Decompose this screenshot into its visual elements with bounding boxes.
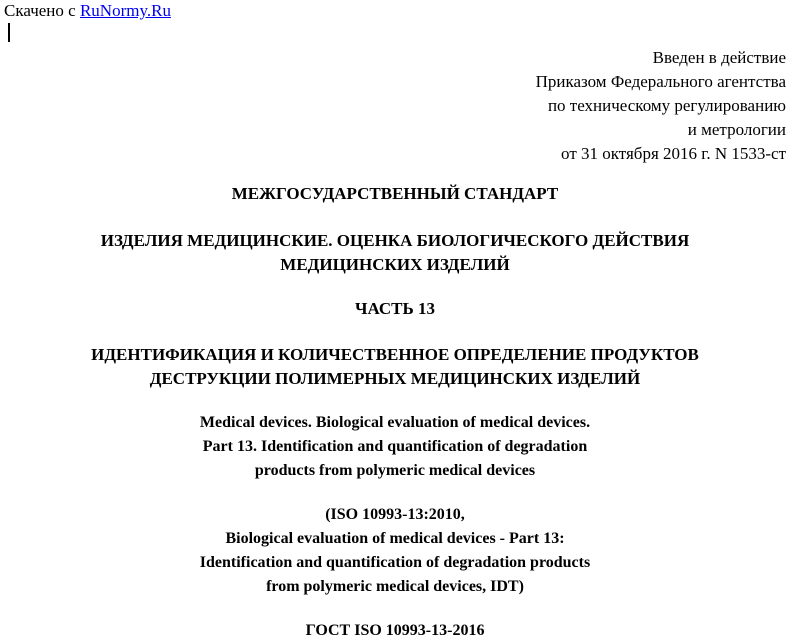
runormy-link[interactable]: RuNormy.Ru xyxy=(79,1,171,20)
english-title xyxy=(0,411,790,483)
iso-reference xyxy=(0,503,790,599)
russian-subtitle xyxy=(0,343,790,391)
iso-reference-line: (ISO 10993-13:2010, xyxy=(325,506,465,523)
iso-reference-line: from polymeric medical devices, IDT) xyxy=(266,578,524,595)
standard-type-heading xyxy=(0,182,790,206)
approval-notice xyxy=(536,46,786,166)
iso-reference-line: Biological evaluation of medical devices - Part 13: xyxy=(225,530,565,547)
standard-type: МЕЖГОСУДАРСТВЕННЫЙ СТАНДАРТ xyxy=(231,184,559,203)
approval-line: по техническому регулированию xyxy=(547,96,786,115)
english-title-line: Part 13. Identification and quantification of degradation xyxy=(202,438,588,455)
gost-number-heading xyxy=(0,619,790,643)
english-title-line: products from polymeric medical devices xyxy=(254,462,536,479)
part-number: ЧАСТЬ 13 xyxy=(354,299,435,318)
russian-subtitle-line: ИДЕНТИФИКАЦИЯ И КОЛИЧЕСТВЕННОЕ ОПРЕДЕЛЕНИЕ ПРОДУКТОВ xyxy=(91,345,699,364)
russian-title-line: МЕДИЦИНСКИХ ИЗДЕЛИЙ xyxy=(280,255,510,274)
download-source-prefix: Скачено с xyxy=(4,1,76,20)
text-cursor xyxy=(8,23,10,42)
download-source-line xyxy=(4,1,171,21)
approval-line: от 31 октября 2016 г. N 1533-ст xyxy=(561,144,786,163)
russian-title-line: ИЗДЕЛИЯ МЕДИЦИНСКИЕ. ОЦЕНКА БИОЛОГИЧЕСКОГО ДЕЙСТВИЯ xyxy=(100,231,690,250)
iso-reference-line: Identification and quantification of degradation products xyxy=(199,554,591,571)
russian-subtitle-line: ДЕСТРУКЦИИ ПОЛИМЕРНЫХ МЕДИЦИНСКИХ ИЗДЕЛИЙ xyxy=(149,369,641,388)
russian-title xyxy=(0,229,790,277)
approval-line: Введен в действие xyxy=(652,48,786,67)
approval-line: Приказом Федерального агентства xyxy=(535,72,786,91)
gost-number: ГОСТ ISO 10993-13-2016 xyxy=(305,622,485,639)
approval-line: и метрологии xyxy=(687,120,786,139)
english-title-line: Medical devices. Biological evaluation of medical devices. xyxy=(199,414,591,431)
part-heading xyxy=(0,297,790,321)
